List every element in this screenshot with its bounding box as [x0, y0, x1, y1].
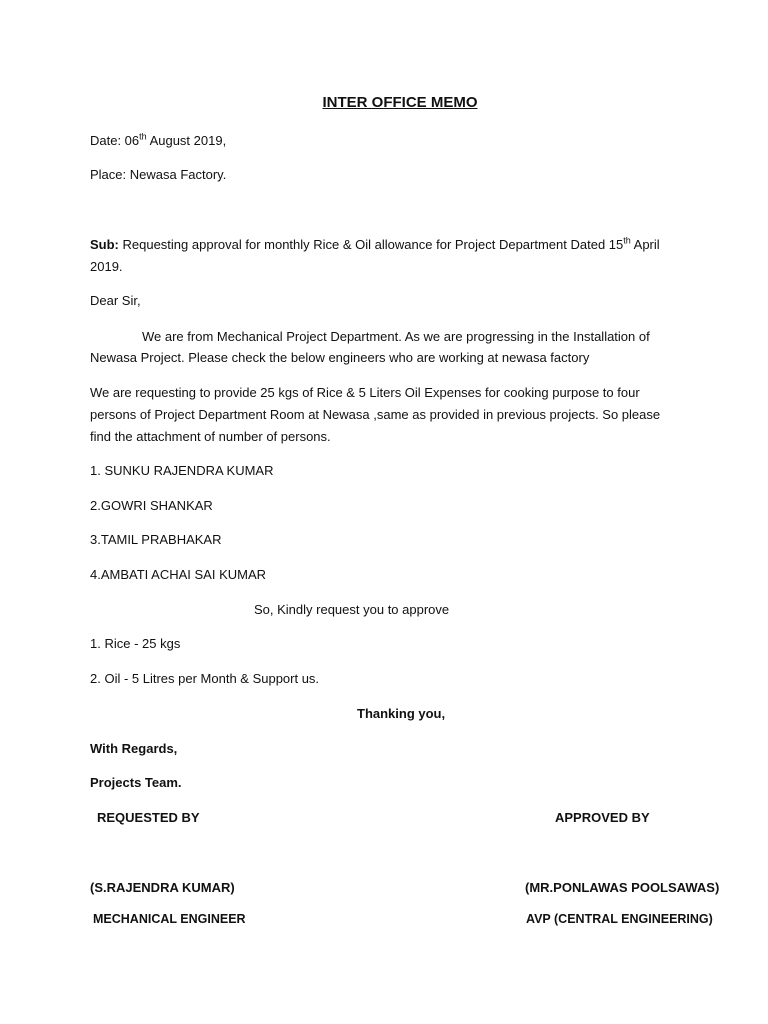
paragraph-2-line-1: We are requesting to provide 25 kgs of Rice & 5 Liters Oil Expenses for cooking purpose to four — [90, 385, 640, 400]
request-line: So, Kindly request you to approve — [254, 602, 450, 617]
team-line: Projects Team. — [90, 775, 182, 790]
person-item: 4.AMBATI ACHAI SAI KUMAR — [90, 567, 267, 582]
subject-sup: th — [623, 235, 631, 246]
paragraph-1-line-2: Newasa Project. Please check the below engineers who are working at newasa factory — [90, 350, 590, 365]
paragraph-2-line-3: find the attachment of number of persons. — [90, 429, 331, 444]
subject-text-3: 2019. — [90, 259, 123, 274]
memo-subject — [90, 234, 710, 278]
memo-place: Place: Newasa Factory. — [90, 167, 227, 182]
paragraph-1-line-1: We are from Mechanical Project Department. As we are progressing in the Installation of — [142, 329, 650, 344]
requester-name: (S.RAJENDRA KUMAR) — [90, 880, 235, 895]
request-item: 2. Oil - 5 Litres per Month & Support us. — [90, 671, 320, 686]
approver-name: (MR.PONLAWAS POOLSAWAS) — [525, 880, 720, 895]
person-item: 2.GOWRI SHANKAR — [90, 498, 213, 513]
person-item: 3.TAMIL PRABHAKAR — [90, 532, 222, 547]
subject-label: Sub: — [90, 237, 119, 252]
subject-text-1: Requesting approval for monthly Rice & Oil allowance for Project Department Dated 15 — [118, 237, 624, 252]
thanks-line: Thanking you, — [357, 706, 446, 721]
subject-text-2: April — [630, 237, 660, 252]
approved-by-label: APPROVED BY — [555, 810, 650, 825]
salutation: Dear Sir, — [90, 293, 141, 308]
requested-by-label: REQUESTED BY — [97, 810, 200, 825]
paragraph-2-line-2: persons of Project Department Room at Newasa ,same as provided in previous projects. So please — [90, 407, 661, 422]
date-suffix: August 2019, — [146, 133, 227, 148]
approver-title: AVP (CENTRAL ENGINEERING) — [526, 912, 713, 926]
date-sup: th — [139, 131, 147, 142]
request-item: 1. Rice - 25 kgs — [90, 636, 181, 651]
memo-title: INTER OFFICE MEMO — [322, 94, 478, 111]
date-prefix: Date: 06 — [90, 133, 140, 148]
person-item: 1. SUNKU RAJENDRA KUMAR — [90, 463, 274, 478]
requester-title: MECHANICAL ENGINEER — [93, 912, 246, 926]
regards-line: With Regards, — [90, 741, 178, 756]
memo-date — [90, 130, 226, 152]
